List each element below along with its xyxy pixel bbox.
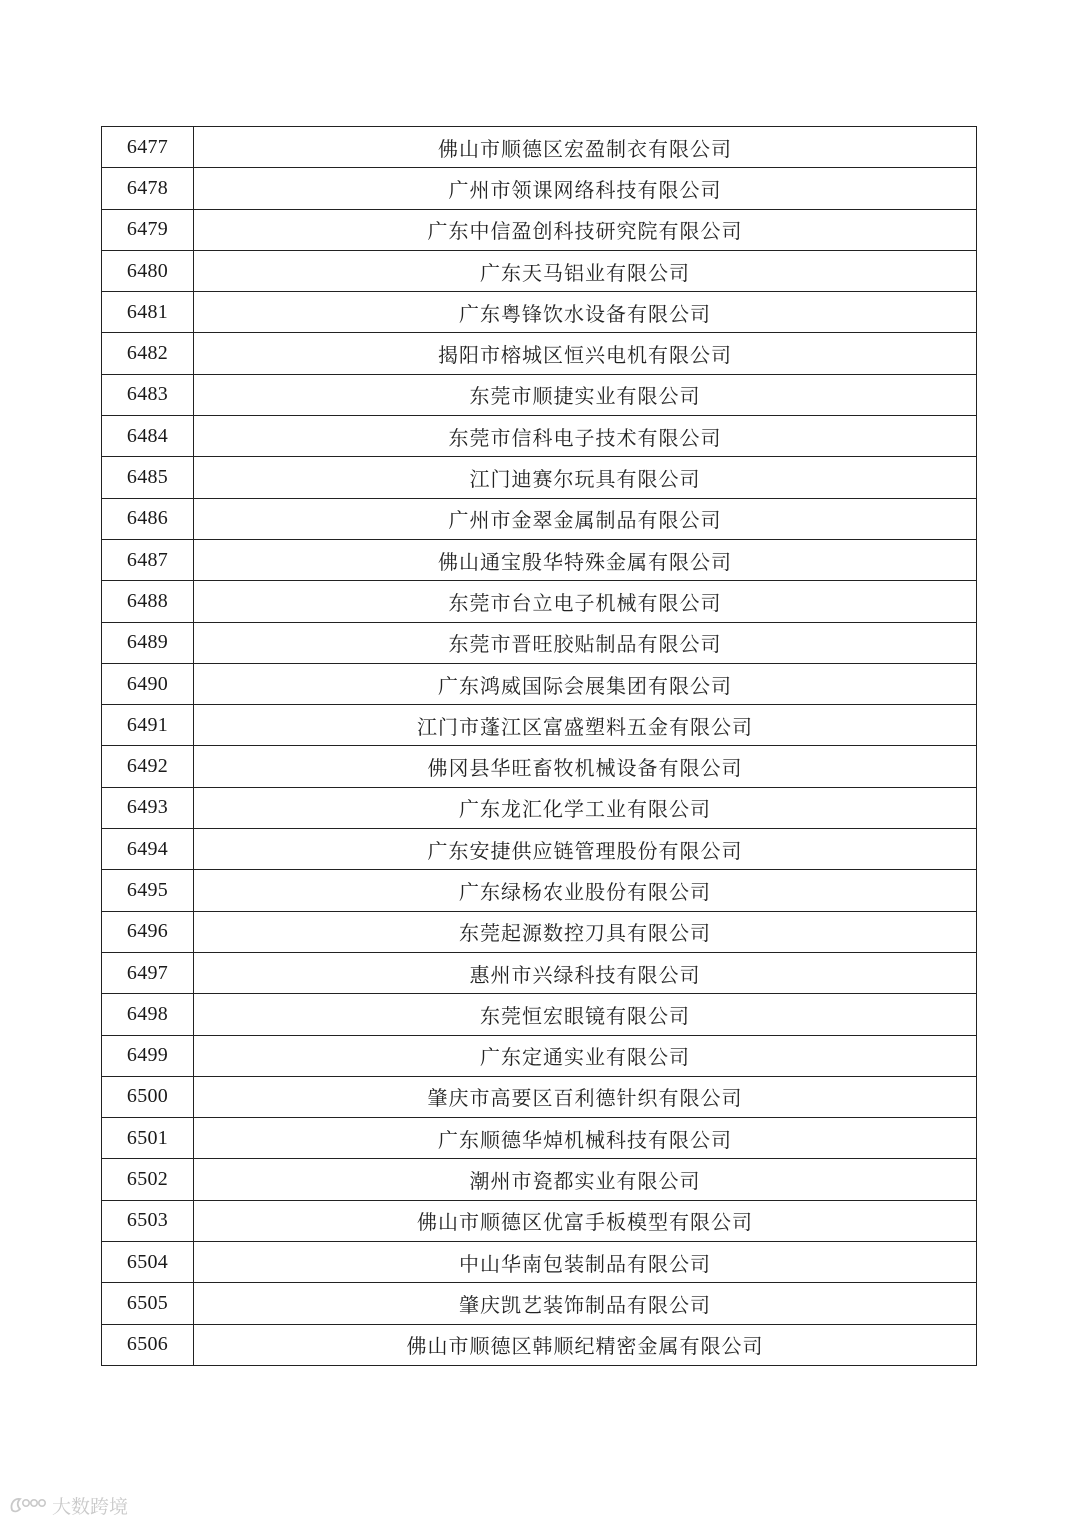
- table-row: [102, 498, 977, 539]
- table-row: [102, 1283, 977, 1324]
- company-name: 惠州市兴绿科技有限公司: [194, 952, 977, 993]
- row-number: 6488: [102, 581, 194, 622]
- row-number: 6506: [102, 1324, 194, 1365]
- table-row: [102, 1159, 977, 1200]
- company-name: 江门市蓬江区富盛塑料五金有限公司: [194, 705, 977, 746]
- table-row: [102, 622, 977, 663]
- row-number: 6503: [102, 1200, 194, 1241]
- table-row: [102, 292, 977, 333]
- row-number: 6490: [102, 663, 194, 704]
- row-number: 6496: [102, 911, 194, 952]
- row-number: 6481: [102, 292, 194, 333]
- table-row: [102, 1200, 977, 1241]
- row-number: 6489: [102, 622, 194, 663]
- company-list-body: [102, 127, 977, 1366]
- row-number: 6493: [102, 787, 194, 828]
- company-name: 广东定通实业有限公司: [194, 1035, 977, 1076]
- row-number: 6486: [102, 498, 194, 539]
- row-number: 6501: [102, 1118, 194, 1159]
- row-number: 6494: [102, 829, 194, 870]
- row-number: 6478: [102, 168, 194, 209]
- row-number: 6505: [102, 1283, 194, 1324]
- row-number: 6487: [102, 539, 194, 580]
- table-row: [102, 1118, 977, 1159]
- row-number: 6483: [102, 374, 194, 415]
- table-row: [102, 168, 977, 209]
- company-name: 广东绿杨农业股份有限公司: [194, 870, 977, 911]
- company-name: 肇庆凯艺装饰制品有限公司: [194, 1283, 977, 1324]
- watermark-text: 大数跨境: [52, 1495, 129, 1518]
- table-row: [102, 911, 977, 952]
- table-row: [102, 539, 977, 580]
- table-row: [102, 1076, 977, 1117]
- company-name: 中山华南包装制品有限公司: [194, 1242, 977, 1283]
- table-row: [102, 457, 977, 498]
- company-name: 广东龙汇化学工业有限公司: [194, 787, 977, 828]
- row-number: 6482: [102, 333, 194, 374]
- table-row: [102, 1242, 977, 1283]
- row-number: 6499: [102, 1035, 194, 1076]
- company-name: 东莞市信科电子技术有限公司: [194, 416, 977, 457]
- company-name: 广东顺德华焯机械科技有限公司: [194, 1118, 977, 1159]
- table-row: [102, 250, 977, 291]
- row-number: 6504: [102, 1242, 194, 1283]
- table-row: [102, 1035, 977, 1076]
- row-number: 6479: [102, 209, 194, 250]
- table-row: [102, 870, 977, 911]
- company-name: 广州市金翠金属制品有限公司: [194, 498, 977, 539]
- row-number: 6497: [102, 952, 194, 993]
- company-name: 东莞市顺捷实业有限公司: [194, 374, 977, 415]
- table-row: [102, 952, 977, 993]
- row-number: 6495: [102, 870, 194, 911]
- company-name: 广东中信盈创科技研究院有限公司: [194, 209, 977, 250]
- company-name: 佛山市顺德区优富手板模型有限公司: [194, 1200, 977, 1241]
- row-number: 6500: [102, 1076, 194, 1117]
- company-name: 揭阳市榕城区恒兴电机有限公司: [194, 333, 977, 374]
- company-name: 广东安捷供应链管理股份有限公司: [194, 829, 977, 870]
- row-number: 6485: [102, 457, 194, 498]
- company-name: 佛山市顺德区韩顺纪精密金属有限公司: [194, 1324, 977, 1365]
- table-row: [102, 581, 977, 622]
- row-number: 6477: [102, 127, 194, 168]
- company-name: 东莞恒宏眼镜有限公司: [194, 994, 977, 1035]
- company-name: 广州市领课网络科技有限公司: [194, 168, 977, 209]
- table-row: [102, 127, 977, 168]
- company-name: 江门迪赛尔玩具有限公司: [194, 457, 977, 498]
- company-name: 东莞起源数控刀具有限公司: [194, 911, 977, 952]
- row-number: 6492: [102, 746, 194, 787]
- row-number: 6484: [102, 416, 194, 457]
- table-row: [102, 787, 977, 828]
- company-name: 广东天马铝业有限公司: [194, 250, 977, 291]
- table-row: [102, 416, 977, 457]
- company-name: 佛山市顺德区宏盈制衣有限公司: [194, 127, 977, 168]
- row-number: 6491: [102, 705, 194, 746]
- company-name: 东莞市台立电子机械有限公司: [194, 581, 977, 622]
- company-list-table: [101, 126, 977, 1366]
- company-name: 广东鸿威国际会展集团有限公司: [194, 663, 977, 704]
- table-row: [102, 994, 977, 1035]
- table-row: [102, 333, 977, 374]
- watermark: [8, 1491, 128, 1519]
- company-name: 佛冈县华旺畜牧机械设备有限公司: [194, 746, 977, 787]
- table-row: [102, 1324, 977, 1365]
- row-number: 6502: [102, 1159, 194, 1200]
- row-number: 6498: [102, 994, 194, 1035]
- company-name: 潮州市瓷都实业有限公司: [194, 1159, 977, 1200]
- table-row: [102, 663, 977, 704]
- company-name: 广东粤锋饮水设备有限公司: [194, 292, 977, 333]
- row-number: 6480: [102, 250, 194, 291]
- table-row: [102, 374, 977, 415]
- table-row: [102, 746, 977, 787]
- table-row: [102, 705, 977, 746]
- company-name: 东莞市晋旺胶贴制品有限公司: [194, 622, 977, 663]
- company-name: 肇庆市高要区百利德针织有限公司: [194, 1076, 977, 1117]
- company-name: 佛山通宝殷华特殊金属有限公司: [194, 539, 977, 580]
- table-row: [102, 209, 977, 250]
- table-row: [102, 829, 977, 870]
- brand-logo-icon: [8, 1494, 48, 1516]
